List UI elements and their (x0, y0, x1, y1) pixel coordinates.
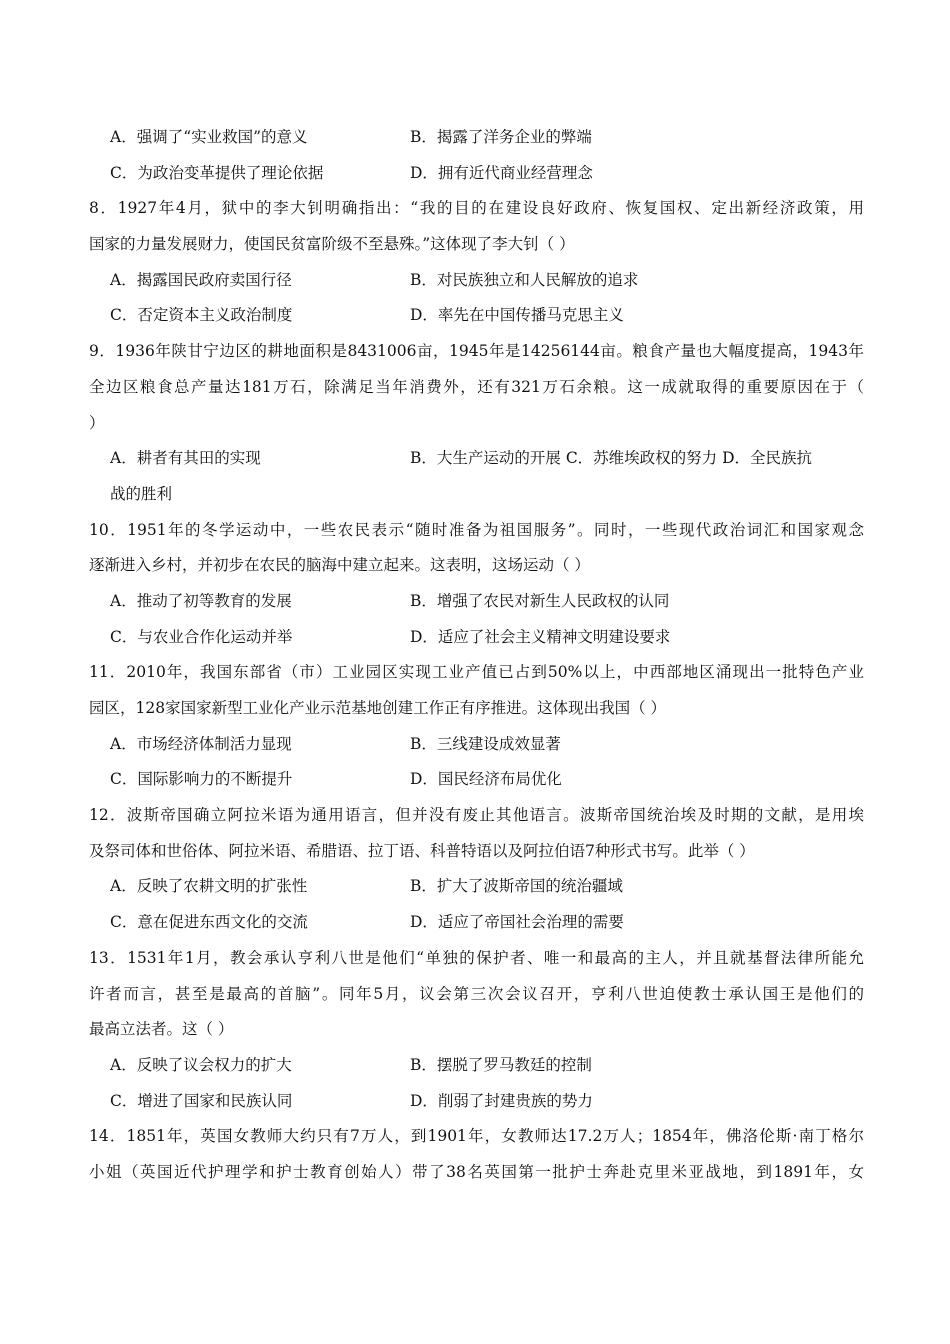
q10-option-c[interactable]: C．与农业合作化运动并举 (110, 627, 293, 646)
q7-option-b[interactable]: B．揭露了洋务企业的弊端 (410, 128, 592, 146)
q7-option-a[interactable]: A．强调了“实业救国”的意义 (110, 128, 308, 146)
q13-stem-line-1: 13．1531年1月，教会承认亨利八世是他们“单独的保护者、唯一和最高的主人，并且就基督法律所能允 (89, 948, 864, 967)
q10-options-row-2 (89, 620, 864, 656)
q12-options-row-1 (89, 869, 864, 905)
q11-option-c[interactable]: C．国际影响力的不断提升 (110, 770, 293, 789)
q10-option-a[interactable]: A．推动了初等教育的发展 (110, 591, 292, 610)
q7-option-d[interactable]: D．拥有近代商业经营理念 (410, 163, 593, 182)
q9-stem-line-3: ） (89, 413, 105, 432)
q9-options-bcd[interactable]: B．大生产运动的开展 C．苏维埃政权的努力 D．全民族抗 (410, 449, 813, 468)
q13-option-c[interactable]: C．增进了国家和民族认同 (110, 1091, 293, 1110)
q9-stem-line-2: 全边区粮食总产量达181万石，除满足当年消费外，还有321万石余粮。这一成就取得的重要原因在于（ (89, 377, 864, 396)
q13-stem-line-2: 许者而言，甚至是最高的首脑”。同年5月，议会第三次会议召开，亨利八世迫使教士承认国王是他们的 (89, 984, 864, 1003)
q11-stem-line-1: 11．2010年，我国东部省（市）工业园区实现工业产值已占到50%以上，中西部地区涌现出一批特色产业 (89, 663, 864, 682)
q7-options-row-1 (89, 120, 864, 156)
q11-option-a[interactable]: A．市场经济体制活力显现 (110, 734, 292, 753)
q10-options-row-1 (89, 584, 864, 620)
q8-stem-line-1: 8．1927年4月，狱中的李大钊明确指出：“我的目的在建设良好政府、恢复国权、定出新经济政策，用 (89, 199, 864, 218)
q8-stem-line-2: 国家的力量发展财力，使国民贫富阶级不至悬殊。”这体现了李大钊（ ） (89, 235, 575, 254)
exam-content (89, 120, 864, 1191)
q13-option-a[interactable]: A．反映了议会权力的扩大 (110, 1055, 292, 1074)
q9-option-a[interactable]: A．耕者有其田的实现 (110, 449, 261, 468)
q12-option-c[interactable]: C．意在促进东西文化的交流 (110, 913, 308, 932)
q10-stem-line-1: 10．1951年的冬学运动中，一些农民表示“随时准备为祖国服务”。同时，一些现代政治词汇和国家观念 (89, 520, 864, 539)
q10-stem-line-2: 逐渐进入乡村，并初步在农民的脑海中建立起来。这表明，这场运动（ ） (89, 556, 590, 575)
q12-option-d[interactable]: D．适应了帝国社会治理的需要 (410, 913, 624, 932)
q11-options-row-1 (89, 727, 864, 763)
q11-option-b[interactable]: B．三线建设成效显著 (410, 734, 561, 753)
q12-option-b[interactable]: B．扩大了波斯帝国的统治疆域 (410, 877, 623, 896)
q8-options-row-1 (89, 263, 864, 299)
q10-option-d[interactable]: D．适应了社会主义精神文明建设要求 (410, 627, 671, 646)
q9-stem-line-1: 9．1936年陕甘宁边区的耕地面积是8431006亩，1945年是14256144亩。粮食产量也大幅度提高，1943年 (89, 342, 864, 361)
q13-option-d[interactable]: D．削弱了封建贵族的势力 (410, 1091, 593, 1110)
q7-option-c[interactable]: C．为政治变革提供了理论依据 (110, 163, 324, 182)
q12-options-row-2 (89, 905, 864, 941)
q13-options-row-2 (89, 1084, 864, 1120)
q8-options-row-2 (89, 298, 864, 334)
q11-options-row-2 (89, 762, 864, 798)
q7-options-row-2 (89, 156, 864, 192)
q11-option-d[interactable]: D．国民经济布局优化 (410, 770, 562, 789)
q10-option-b[interactable]: B．增强了农民对新生人民政权的认同 (410, 591, 670, 610)
q8-option-d[interactable]: D．率先在中国传播马克思主义 (410, 306, 624, 325)
q12-stem-line-1: 12．波斯帝国确立阿拉米语为通用语言，但并没有废止其他语言。波斯帝国统治埃及时期的文献，是用埃 (89, 806, 864, 825)
q14-stem-line-1: 14．1851年，英国女教师大约只有7万人，到1901年，女教师达17.2万人；1854年，佛洛伦斯·南丁格尔 (89, 1127, 864, 1146)
q12-option-a[interactable]: A．反映了农耕文明的扩张性 (110, 877, 308, 896)
q13-option-b[interactable]: B．摆脱了罗马教廷的控制 (410, 1055, 592, 1074)
q9-options-row-2: 战的胜利 (110, 484, 173, 503)
q9-options-row-1 (89, 441, 864, 477)
q11-stem-line-2: 园区，128家国家新型工业化产业示范基地创建工作正有序推进。这体现出我国（ ） (89, 699, 667, 717)
q14-stem-line-2: 小姐（英国近代护理学和护士教育创始人）带了38名英国第一批护士奔赴克里米亚战地，到1891年，女 (89, 1162, 864, 1181)
q8-option-a[interactable]: A．揭露国民政府卖国行径 (110, 270, 292, 289)
q8-option-c[interactable]: C．否定资本主义政治制度 (110, 306, 293, 325)
q12-stem-line-2: 及祭司体和世俗体、阿拉米语、希腊语、拉丁语、科普特语以及阿拉伯语7种形式书写。此举（ ） (89, 841, 755, 860)
q13-options-row-1 (89, 1048, 864, 1084)
q13-stem-line-3: 最高立法者。这（ ） (89, 1020, 234, 1039)
q8-option-b[interactable]: B．对民族独立和人民解放的追求 (410, 270, 639, 289)
